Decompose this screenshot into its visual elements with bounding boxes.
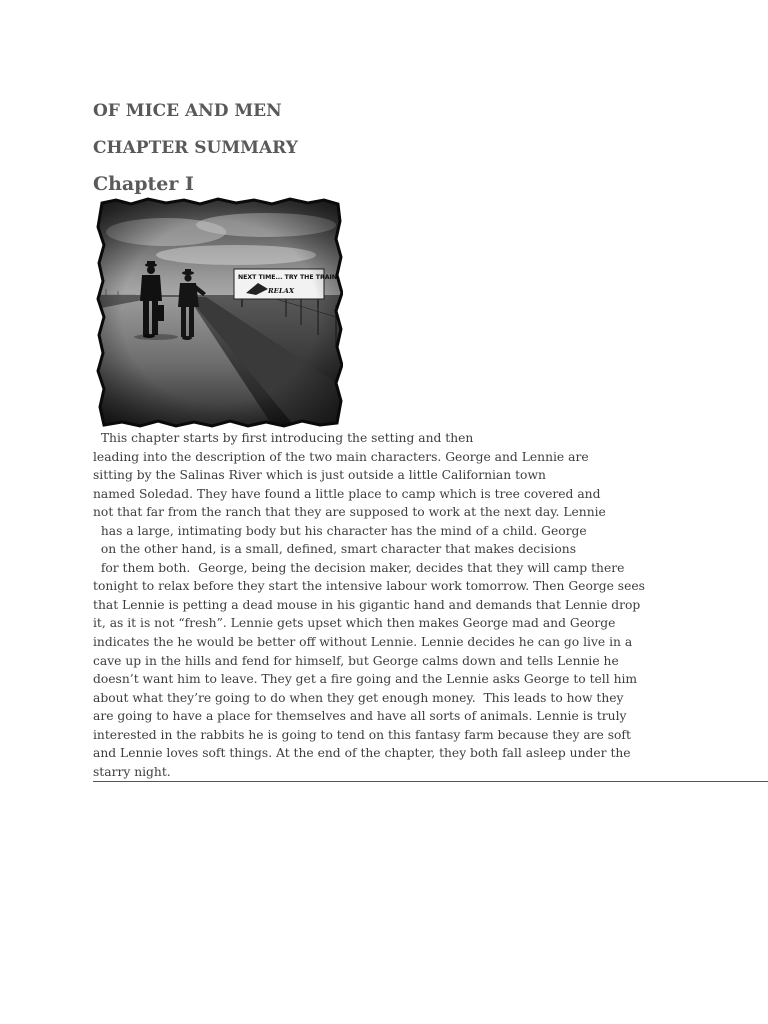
summary-line: about what they’re going to do when they get enough money. This leads to how they	[93, 690, 624, 705]
chapter-heading: Chapter I	[93, 173, 194, 195]
summary-line: for them both. George, being the decision maker, decides that they will camp there	[93, 560, 625, 575]
summary-line: that Lennie is petting a dead mouse in his gigantic hand and demands that Lennie drop	[93, 597, 641, 612]
summary-line: cave up in the hills and fend for himself, but George calms down and tells Lennie he	[93, 653, 619, 668]
document-subtitle: CHAPTER SUMMARY	[93, 138, 298, 158]
chapter-photo	[96, 197, 343, 428]
summary-line: tonight to relax before they start the intensive labour work tomorrow. Then George sees	[93, 579, 645, 594]
summary-line: it, as it is not “fresh”. Lennie gets upset which then makes George mad and George	[93, 616, 616, 631]
summary-line: are going to have a place for themselves and have all sorts of animals. Lennie is truly	[93, 709, 627, 724]
summary-line: starry night.	[93, 764, 171, 779]
summary-line: leading into the description of the two main characters. George and Lennie are	[93, 449, 589, 464]
document-title: OF MICE AND MEN	[93, 101, 282, 121]
summary-line: doesn’t want him to leave. They get a fire going and the Lennie asks George to tell him	[93, 672, 638, 687]
summary-line: not that far from the ranch that they are supposed to work at the next day. Lennie	[93, 505, 606, 520]
summary-line: has a large, intimating body but his character has the mind of a child. George	[93, 523, 587, 538]
summary-line: interested in the rabbits he is going to tend on this fantasy farm because they are soft	[93, 727, 631, 742]
bottom-rule	[93, 781, 768, 782]
summary-line: named Soledad. They have found a little place to camp which is tree covered and	[93, 486, 601, 501]
photo-illustration	[96, 197, 343, 428]
chapter-summary-text	[93, 429, 703, 781]
summary-line: and Lennie loves soft things. At the end of the chapter, they both fall asleep under the	[93, 746, 631, 761]
summary-line: This chapter starts by first introducing the setting and then	[93, 431, 474, 445]
summary-line: on the other hand, is a small, defined, smart character that makes decisions	[93, 542, 577, 557]
summary-line: indicates the he would be better off without Lennie. Lennie decides he can go live in a	[93, 635, 633, 650]
summary-line: sitting by the Salinas River which is just outside a little Californian town	[93, 468, 546, 483]
